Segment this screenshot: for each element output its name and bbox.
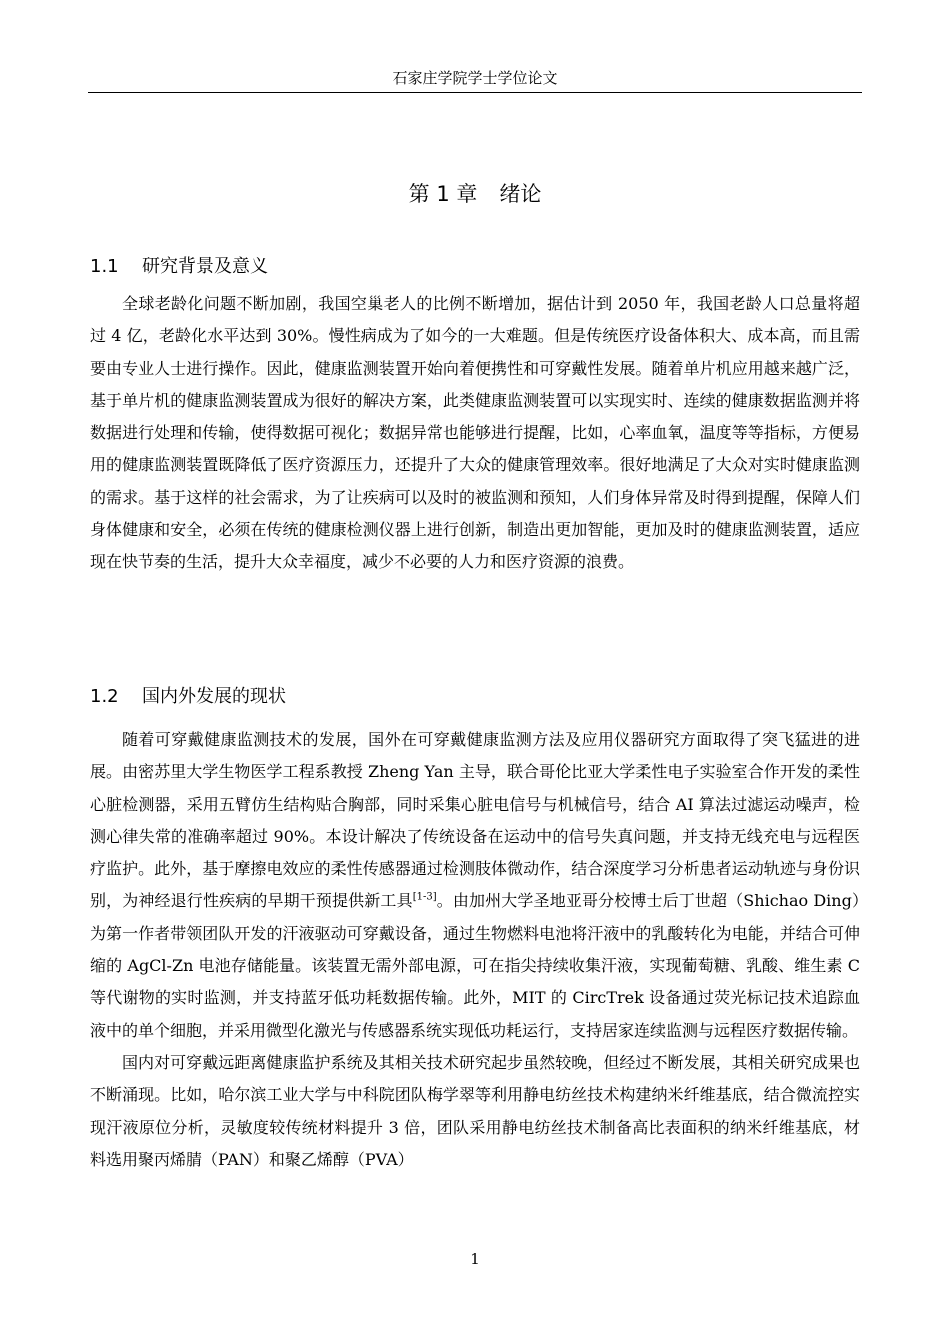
section-body (90, 288, 860, 579)
chapter-number: 第 1 章 (408, 182, 478, 206)
page-number: 1 (470, 1250, 480, 1268)
chapter-title (88, 178, 862, 210)
citation: [1-3] (412, 892, 437, 904)
section-title-text: 研究背景及意义 (142, 256, 268, 277)
paragraph-text: 。由加州大学圣地亚哥分校博士后丁世超（Shichao Ding）为第一作者带领团队开发的汗液驱动可穿戴设备，通过生物燃料电池将汗液中的乳酸转化为电能，并结合可伸缩的 AgCl-Zn 电池存储能量。该装置无需外部电源，可在指尖持续收集汗液，实现葡萄糖、乳酸、维生素 C 等代谢物的实时监测，并支持蓝牙低功耗数据传输。此外，MIT 的 CircTrek 设备通过荧光标记技术追踪血液中的单个细胞，并采用微型化激光与传感器系统实现低功耗运行，支持居家连续监测与远程医疗数据传输。 (90, 891, 860, 1040)
paragraph-text: 随着可穿戴健康监测技术的发展，国外在可穿戴健康监测方法及应用仪器研究方面取得了突飞猛进的进展。由密苏里大学生物医学工程系教授 Zheng Yan 主导，联合哥伦比亚大学柔性电子实验室合作开发的柔性心脏检测器，采用五臂仿生结构贴合胸部，同时采集心脏电信号与机械信号，结合 AI 算法过滤运动噪声，检测心律失常的准确率超过 90%。本设计解决了传统设备在运动中的信号失真问题，并支持无线充电与远程医疗监护。此外，基于摩擦电效应的柔性传感器通过检测肢体微动作，结合深度学习分析患者运动轨迹与身份识别，为神经退行性疾病的早期干预提供新工具 (90, 730, 860, 911)
paragraph: 全球老龄化问题不断加剧，我国空巢老人的比例不断增加，据估计到 2050 年，我国老龄人口总量将超过 4 亿，老龄化水平达到 30%。慢性病成为了如今的一大难题。但是传统医疗设备体积大、成本高，而且需要由专业人士进行操作。因此，健康监测装置开始向着便携性和可穿戴性发展。随着单片机应用越来越广泛，基于单片机的健康监测装置成为很好的解决方案，此类健康监测装置可以实现实时、连续的健康数据监测并将数据进行处理和传输，使得数据可视化；数据异常也能够进行提醒，比如，心率血氧，温度等等指标，方便易用的健康监测装置既降低了医疗资源压力，还提升了大众的健康管理效率。很好地满足了大众对实时健康监测的需求。基于这样的社会需求，为了让疾病可以及时的被监测和预知，人们身体异常及时得到提醒，保障人们身体健康和安全，必须在传统的健康检测仪器上进行创新，制造出更加智能，更加及时的健康监测装置，适应现在快节奏的生活，提升大众幸福度，减少不必要的人力和医疗资源的浪费。 (90, 294, 860, 572)
section-title-text: 国内外发展的现状 (142, 686, 286, 707)
section-body (90, 724, 860, 1176)
section-heading (90, 253, 268, 281)
section-number: 1.2 (90, 686, 119, 707)
section-heading (90, 683, 286, 711)
paragraph: 国内对可穿戴远距离健康监护系统及其相关技术研究起步虽然较晚，但经过不断发展，其相关研究成果也不断涌现。比如，哈尔滨工业大学与中科院团队梅学翠等利用静电纺丝技术构建纳米纤维基底，结合微流控实现汗液原位分析，灵敏度较传统材料提升 3 倍，团队采用静电纺丝技术制备高比表面积的纳米纤维基底，材料选用聚丙烯腈（PAN）和聚乙烯醇（PVA） (90, 1052, 860, 1169)
section-number: 1.1 (90, 256, 119, 277)
paragraph (90, 724, 860, 1047)
page-header (88, 68, 862, 93)
chapter-name: 绪论 (499, 182, 542, 206)
header-title: 石家庄学院学士学位论文 (392, 69, 558, 87)
